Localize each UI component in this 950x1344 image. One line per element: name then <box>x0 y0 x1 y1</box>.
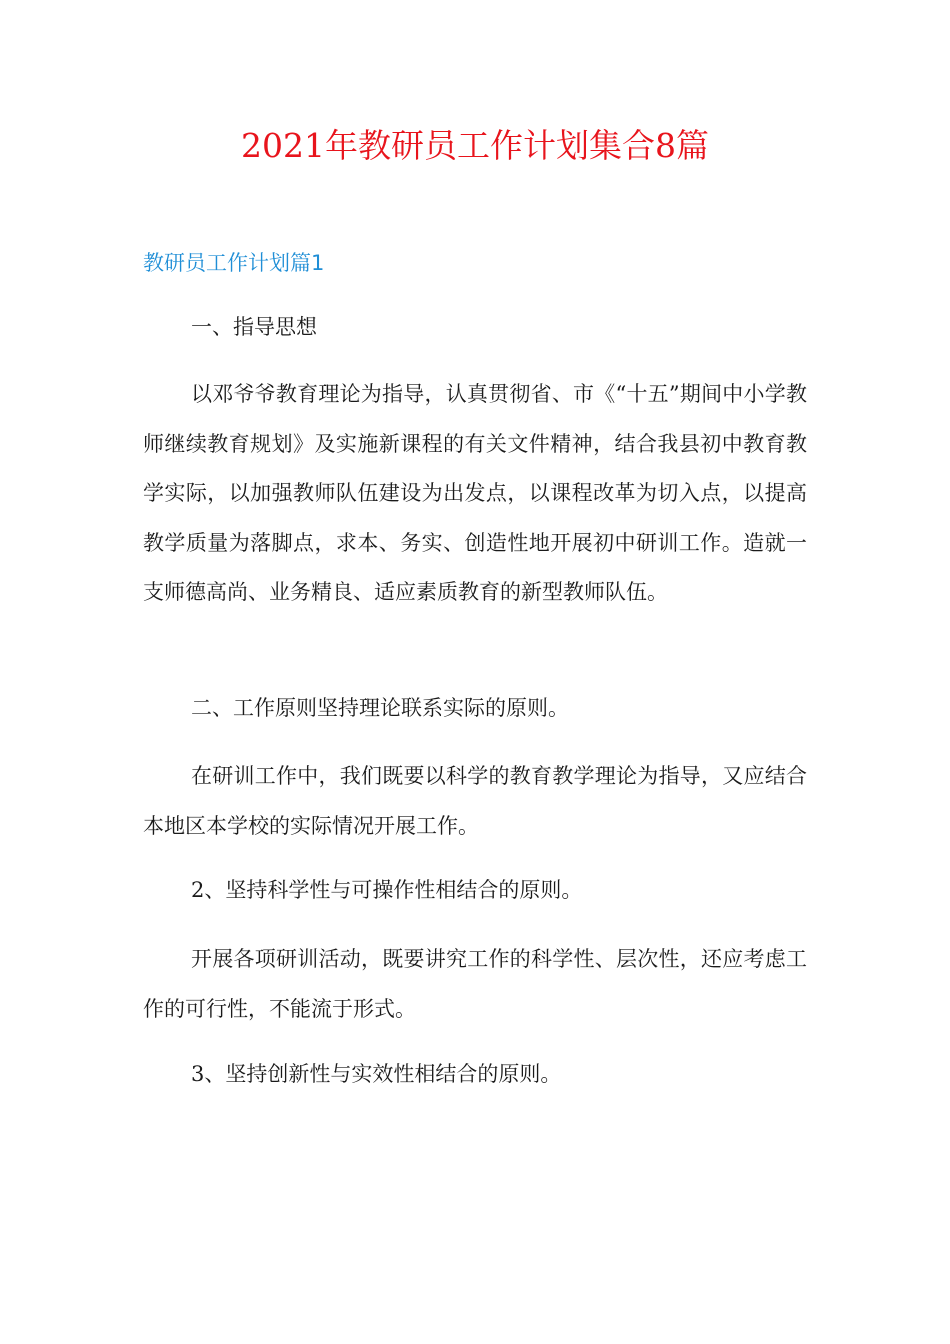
paragraph-scientific-operable: 开展各项研训活动，既要讲究工作的科学性、层次性，还应考虑工作的可行性，不能流于形式。 <box>143 947 807 1021</box>
point-heading-scientific-operable: 2、坚持科学性与可操作性相结合的原则。 <box>191 878 583 902</box>
paragraph-theory-practice: 在研训工作中，我们既要以科学的教育教学理论为指导，又应结合本地区本学校的实际情况开展工作。 <box>143 764 807 838</box>
document-title: 2021年教研员工作计划集合8篇 <box>241 126 709 165</box>
point-heading-innovation-effectiveness: 3、坚持创新性与实效性相结合的原则。 <box>191 1062 562 1086</box>
point-heading-guiding-ideology: 一、指导思想 <box>191 315 317 339</box>
section-heading: 教研员工作计划篇1 <box>143 251 325 275</box>
paragraph-guiding-ideology: 以邓爷爷教育理论为指导，认真贯彻省、市《“十五”期间中小学教师继续教育规划》及实施新课程的有关文件精神，结合我县初中教育教学实际，以加强教师队伍建设为出发点，以课程改革为切入点，以提高教学质量为落脚点，求本、务实、创造性地开展初中研训工作。造就一支师德高尚、业务精良、适应素质教育的新型教师队伍。 <box>143 382 807 604</box>
point-heading-work-principles: 二、工作原则坚持理论联系实际的原则。 <box>191 696 569 720</box>
